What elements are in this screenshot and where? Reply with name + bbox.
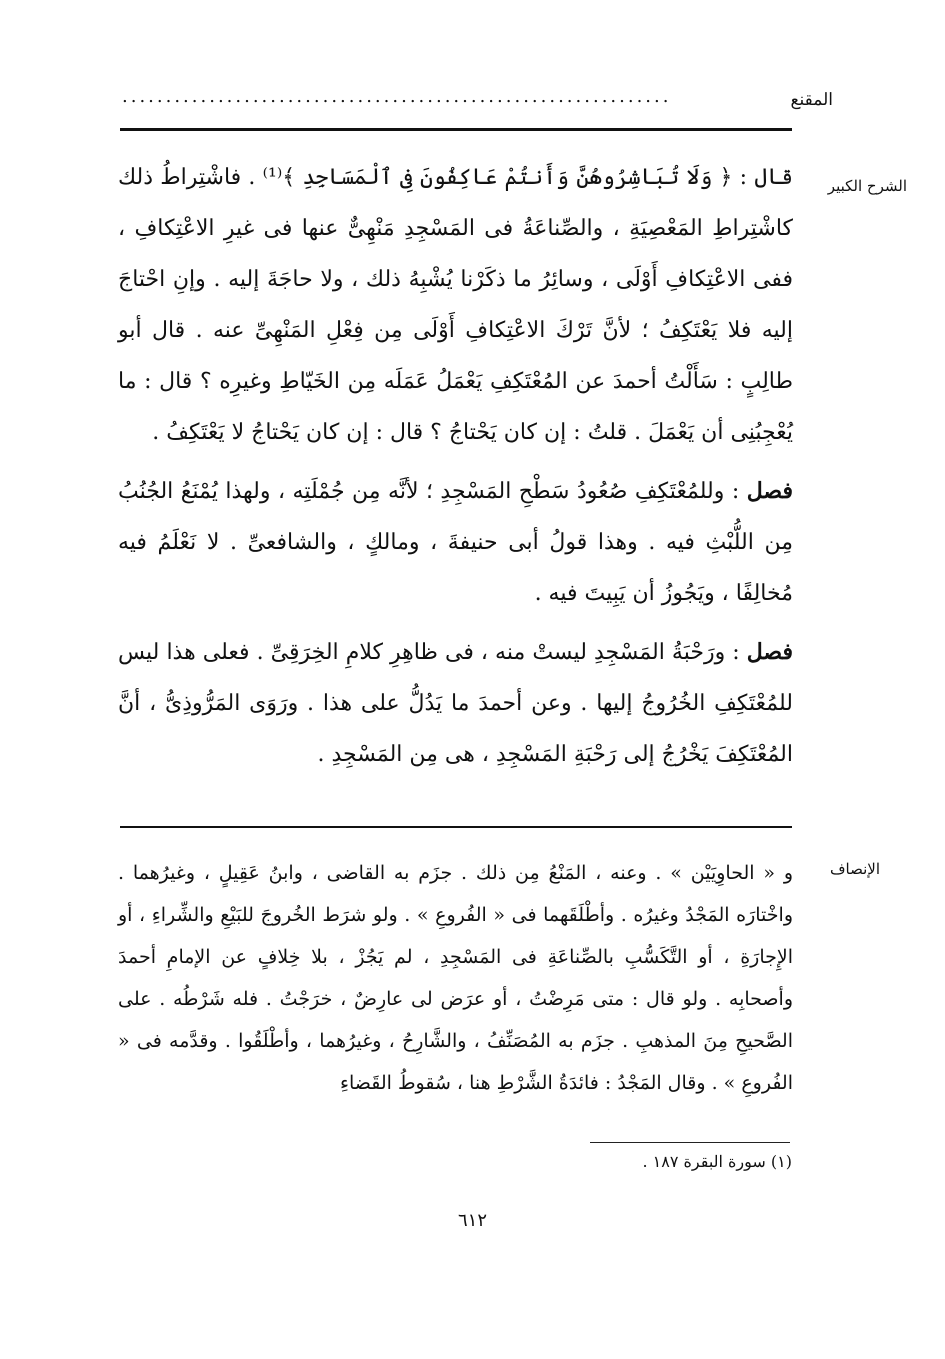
paragraph-text: : وللمُعْتَكِفِ صُعُودُ سَطْحِ المَسْجِدِ ؛ لأنَّه مِن جُمْلَتِه ، ولهذا يُمْنَعُ الجُنُبُ مِن اللُّبْثِ فيه . وهذا قولُ أبى حنيفةَ ، ومالكٍ ، والشافعىِّ . لا نَعْلَمُ فيه مُخالِفًا ، ويَجُوزُ أن يَبِيتَ فيه . [118,479,793,606]
section-heading-fasl: فصل [746,639,793,665]
header-rule [120,128,792,131]
sharh-paragraph: قال : ﴿ وَلَا تُبَاشِرُوهُنَّ وَأَنتُمْ عَاكِفُونَ فِى ٱلْمَسَاجِدِ ﴾⁽¹⁾ . فاشْتِراطُ ذلك كاشْتِراطِ المَعْصِيَةِ ، والصِّناعَةُ فى المَسْجِدِ مَنْهِىٌّ عنها فى غيرِ الاعْتِكافِ ، ففى الاعْتِكافِ أَوْلَى ، وسائِرُ ما ذكَرْنا يُشْبِهُ ذلك ، ولا حاجَةَ إليه . وإنِ احْتاجَ إليه فلا يَعْتَكِفُ ؛ لأنَّ تَرْكَ الاعْتِكافِ أَوْلَى مِن فِعْلِ المَنْهِىِّ عنه . قال أبو طالِبٍ : سَأَلْتُ أحمدَ عن المُعْتَكِفِ يَعْمَلُ عَمَلَه مِن الخَيّاطِ وغيرِه ؟ قال : ما يُعْجِبُنِى أن يَعْمَلَ . قلتُ : إن كان يَحْتاجُ ؟ قال : إن كان يَحْتاجُ لا يَعْتَكِفُ . [118,165,793,445]
sharh-paragraph [118,627,793,780]
side-label-sharh: الشرح الكبير [827,177,907,195]
insaf-text-block [118,852,793,1104]
page-number: ٦١٢ [457,1210,487,1231]
side-label-insaf: الإنصاف [829,860,880,878]
header-dot-leader: ............................................................... [122,86,672,107]
running-title: المقنع [790,90,833,110]
sharh-paragraph [118,466,793,619]
sharh-text-block [118,152,793,780]
footnote: (١) سورة البقرة ١٨٧ . [642,1152,792,1171]
section-divider-rule [120,826,792,828]
insaf-paragraph: و « الحاوِيَيْن » . وعنه ، المَنْعُ مِن ذلك . جزَم به القاضى ، وابنُ عَقِيلٍ ، وغيرُهما . واخْتارَه المَجْدُ وغيرُه . وأطْلَقَهما فى « الفُروعِ » . ولو شرَط الخُروجَ للبَيْعِ والشِّراءِ ، أو الإِجارَةِ ، أو التَّكَسُّبِ بالصِّناعَةِ فى المَسْجِدِ ، لم يَجُزْ ، بلا خِلافٍ عن الإمامِ أحمدَ وأصحابِه . ولو قال : متى مَرِضْتُ ، أو عرَض لى عارِضٌ ، خرَجْتُ . فله شَرْطُه . على الصَّحيحِ مِنَ المذهبِ . جزَم به المُصَنِّفُ ، والشَّارِحُ ، وغيرُهما ، وأطْلَقُوا . وقدَّمه فى « الفُروعِ » . وقال المَجْدُ : فائدَةُ الشَّرْطِ هنا ، سُقوطُ القَضاءِ [118,862,793,1094]
section-heading-fasl: فصل [746,478,793,504]
paragraph-text: : ورَحْبَةُ المَسْجِدِ ليستْ منه ، فى ظاهِرِ كلامِ الخِرَقِىِّ . فعلى هذا ليس للمُعْتَكِفِ الخُرُوجُ إليها . وعن أحمدَ ما يَدُلُّ على هذا . ورَوَى المَرُّوذِىُّ ، أنَّ المُعْتَكِفَ يَخْرُجُ إلى رَحْبَةِ المَسْجِدِ ، هى مِن المَسْجِدِ . [118,640,793,767]
footnote-rule [590,1142,790,1143]
